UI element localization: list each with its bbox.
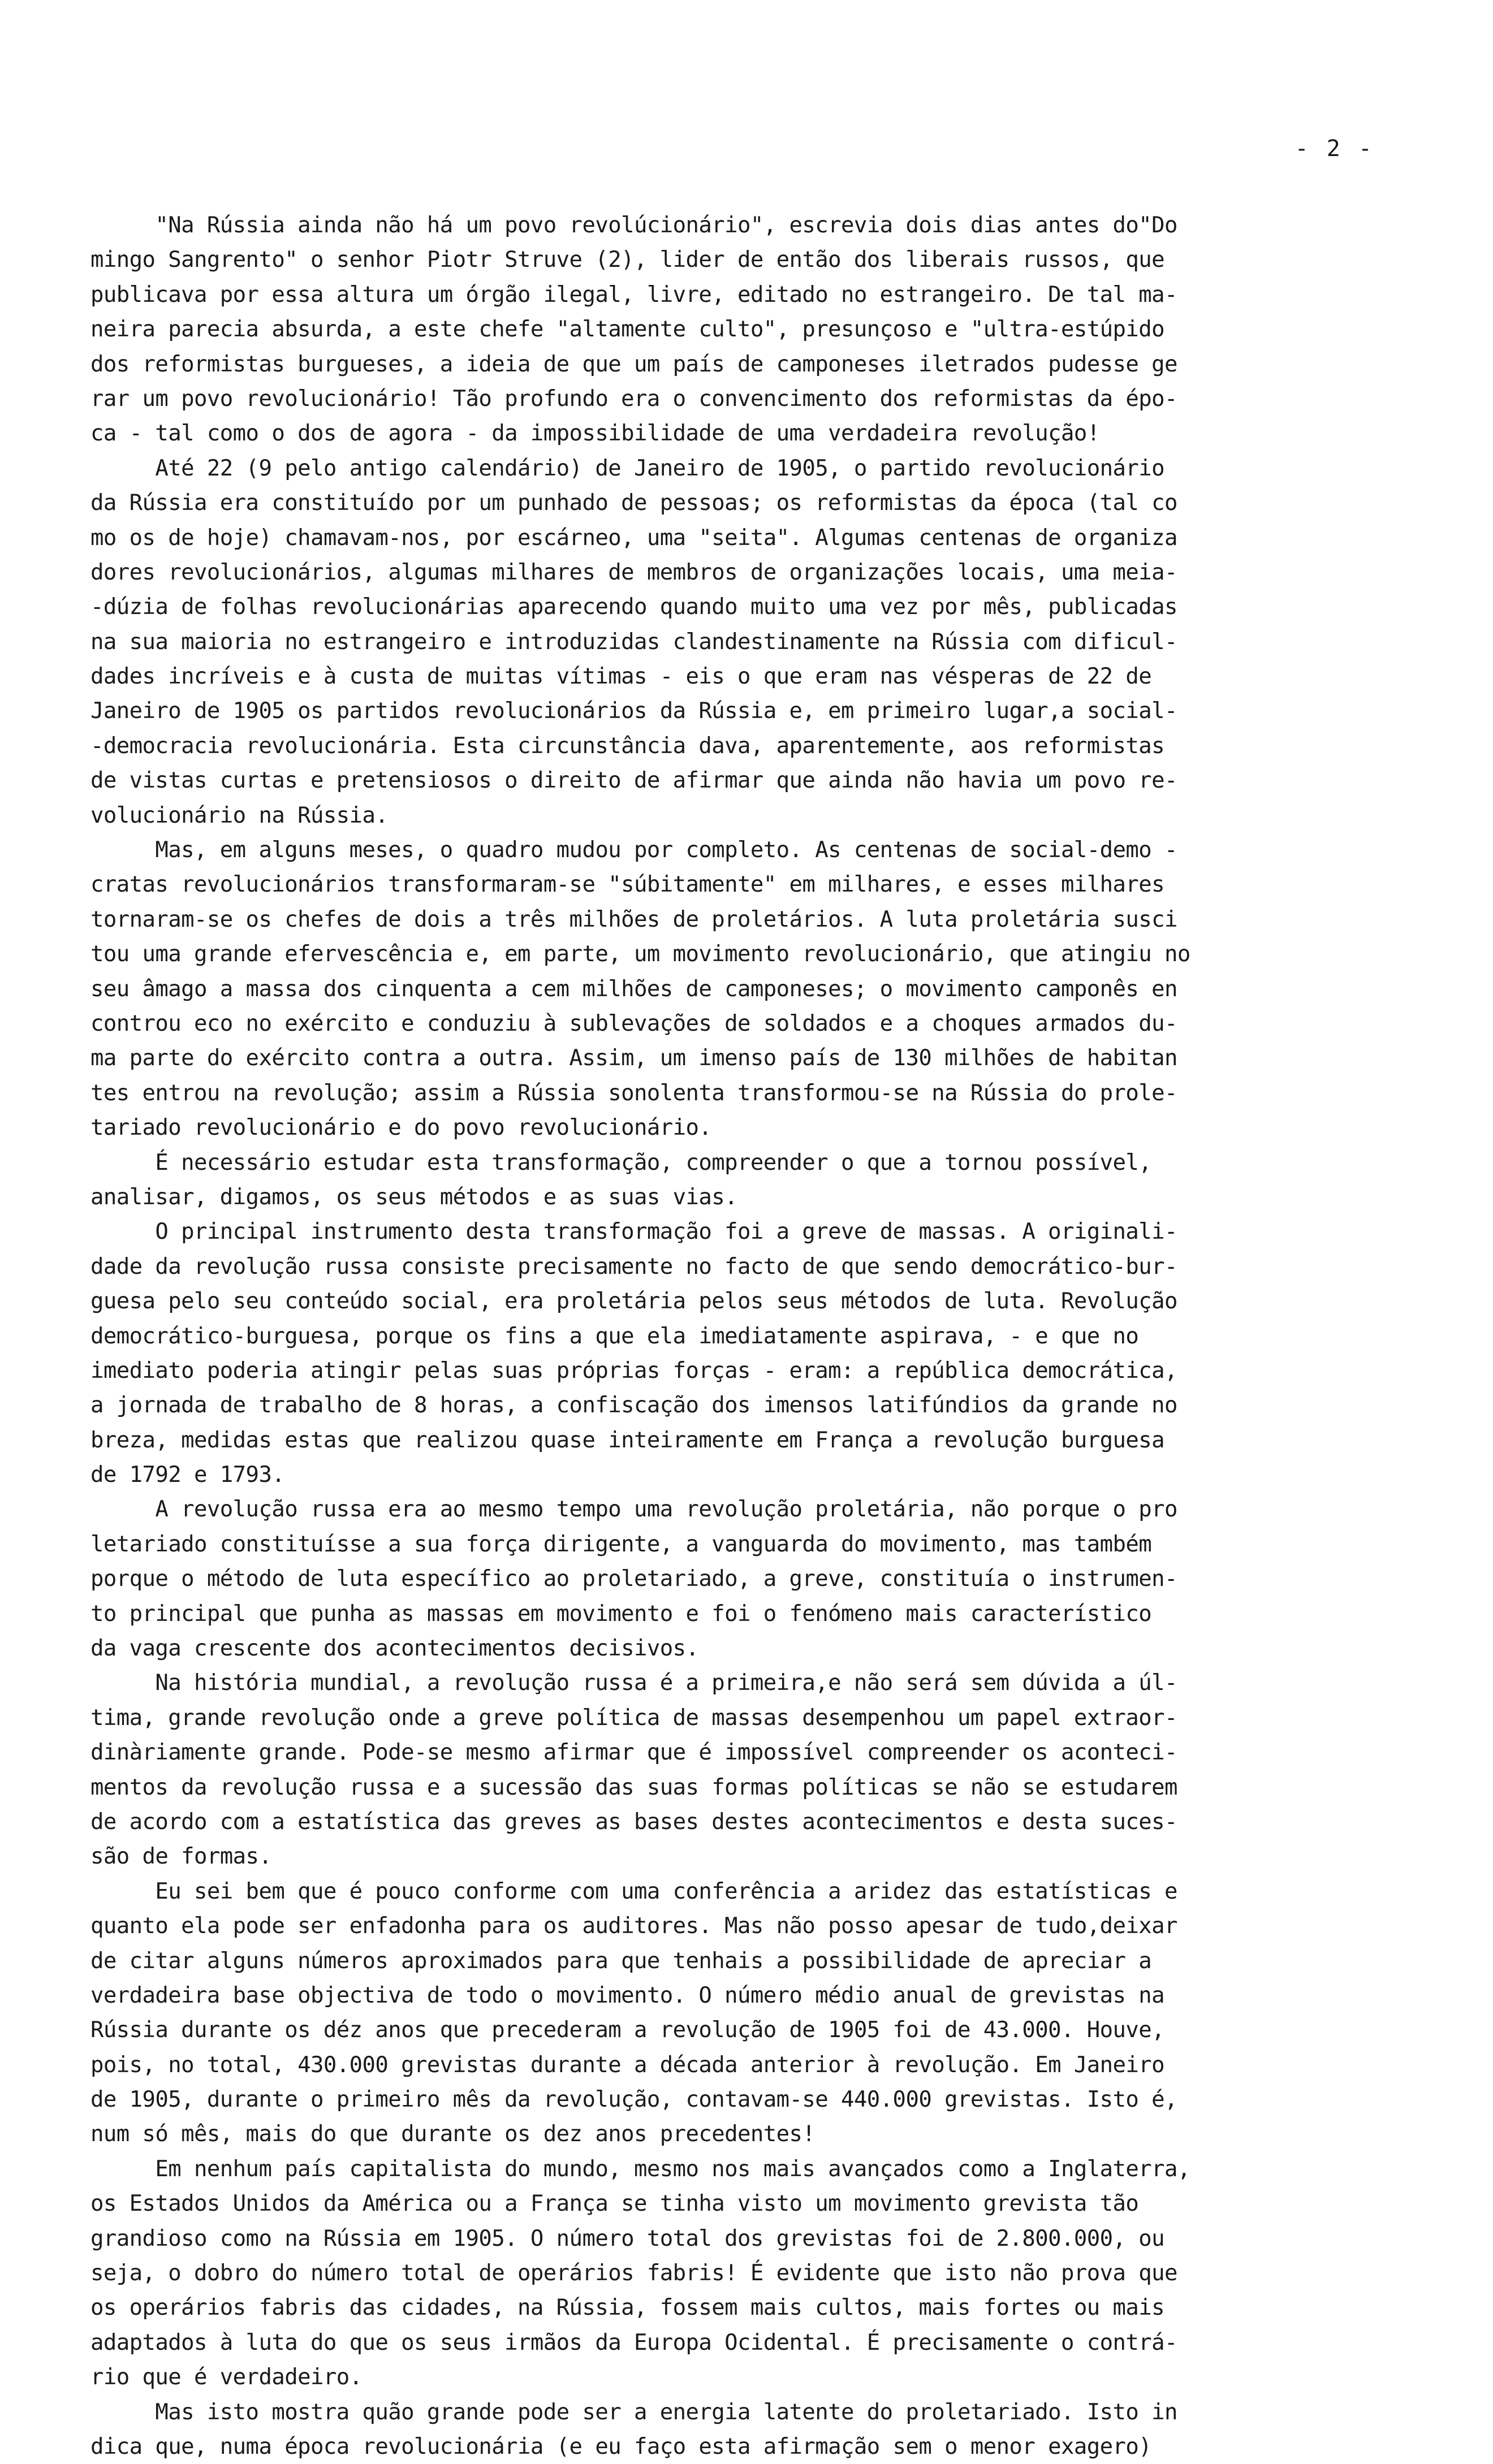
text-line: de acordo com a estatística das greves as bases destes acontecimentos e desta suces-: [90, 1809, 1177, 1835]
text-line: rio que é verdadeiro.: [90, 2364, 363, 2390]
text-line: analisar, digamos, os seus métodos e as suas vias.: [90, 1184, 737, 1210]
text-line: adaptados à luta do que os seus irmãos da Europa Ocidental. É precisamente o contrá-: [90, 2329, 1177, 2355]
text-line: Até 22 (9 pelo antigo calendário) de Janeiro de 1905, o partido revolucionário: [90, 455, 1165, 481]
text-line: tou uma grande efervescência e, em parte, um movimento revolucionário, que atingiu no: [90, 941, 1190, 967]
text-line: publicava por essa altura um órgão ilegal, livre, editado no estrangeiro. De tal ma-: [90, 282, 1177, 308]
text-line: de 1792 e 1793.: [90, 1462, 285, 1488]
text-line: tornaram-se os chefes de dois a três milhões de proletários. A luta proletária susci: [90, 906, 1177, 932]
text-line: porque o método de luta específico ao proletariado, a greve, constituía o instrumen-: [90, 1566, 1177, 1592]
text-line: guesa pelo seu conteúdo social, era proletária pelos seus métodos de luta. Revolução: [90, 1289, 1177, 1315]
body-text: [90, 208, 1352, 2464]
text-line: controu eco no exército e conduziu à sublevações de soldados e a choques armados du-: [90, 1010, 1177, 1036]
text-line: verdadeira base objectiva de todo o movimento. O número médio anual de grevistas na: [90, 1982, 1165, 2008]
text-line: -dúzia de folhas revolucionárias aparecendo quando muito uma vez por mês, publicadas: [90, 594, 1177, 620]
text-line: Na história mundial, a revolução russa é a primeira,e não será sem dúvida a úl-: [90, 1670, 1177, 1696]
text-line: grandioso como na Rússia em 1905. O número total dos grevistas foi de 2.800.000, ou: [90, 2225, 1165, 2251]
text-line: breza, medidas estas que realizou quase inteiramente em França a revolução burguesa: [90, 1427, 1165, 1453]
text-line: dades incríveis e à custa de muitas vítimas - eis o que eram nas vésperas de 22 de: [90, 664, 1152, 690]
text-line: seja, o dobro do número total de operários fabris! É evidente que isto não prova que: [90, 2260, 1177, 2286]
text-line: dores revolucionários, algumas milhares de membros de organizações locais, uma meia-: [90, 559, 1177, 585]
text-line: mentos da revolução russa e a sucessão das suas formas políticas se não se estudarem: [90, 1774, 1177, 1800]
text-line: tariado revolucionário e do povo revolucionário.: [90, 1115, 712, 1141]
text-line: tes entrou na revolução; assim a Rússia sonolenta transformou-se na Rússia do prole-: [90, 1080, 1177, 1106]
text-line: pois, no total, 430.000 grevistas durante a década anterior à revolução. Em Janeiro: [90, 2052, 1165, 2078]
text-line: Mas, em alguns meses, o quadro mudou por completo. As centenas de social-demo -: [90, 837, 1177, 863]
text-line: Mas isto mostra quão grande pode ser a energia latente do proletariado. Isto in: [90, 2399, 1177, 2425]
text-line: mo os de hoje) chamavam-nos, por escárneo, uma "seita". Algumas centenas de organiza: [90, 525, 1177, 551]
text-line: são de formas.: [90, 1844, 272, 1870]
text-line: na sua maioria no estrangeiro e introduzidas clandestinamente na Rússia com dificul-: [90, 629, 1177, 655]
text-line: rar um povo revolucionário! Tão profundo era o convencimento dos reformistas da épo-: [90, 386, 1177, 412]
text-line: neira parecia absurda, a este chefe "altamente culto", presunçoso e "ultra-estúpido: [90, 317, 1165, 343]
text-line: dos reformistas burgueses, a ideia de que um país de camponeses iletrados pudesse ge: [90, 351, 1177, 377]
text-line: Janeiro de 1905 os partidos revolucionários da Rússia e, em primeiro lugar,a social-: [90, 698, 1177, 724]
text-line: a jornada de trabalho de 8 horas, a confiscação dos imensos latifúndios da grande no: [90, 1393, 1177, 1419]
text-line: Em nenhum país capitalista do mundo, mesmo nos mais avançados como a Inglaterra,: [90, 2156, 1190, 2182]
text-line: os Estados Unidos da América ou a França se tinha visto um movimento grevista tão: [90, 2191, 1139, 2217]
text-line: quanto ela pode ser enfadonha para os auditores. Mas não posso apesar de tudo,deixar: [90, 1913, 1177, 1939]
text-line: Eu sei bem que é pouco conforme com uma conferência a aridez das estatísticas e: [90, 1878, 1177, 1904]
text-line: A revolução russa era ao mesmo tempo uma revolução proletária, não porque o pro: [90, 1497, 1177, 1523]
text-line: O principal instrumento desta transformação foi a greve de massas. A originali-: [90, 1219, 1177, 1245]
text-line: num só mês, mais do que durante os dez anos precedentes!: [90, 2121, 815, 2147]
text-line: tima, grande revolução onde a greve política de massas desempenhou um papel extraor-: [90, 1705, 1177, 1731]
text-line: dica que, numa época revolucionária (e eu faço esta afirmação sem o menor exagero): [90, 2434, 1152, 2459]
page-number: - 2 -: [1294, 136, 1374, 162]
text-line: os operários fabris das cidades, na Rússia, fossem mais cultos, mais fortes ou mais: [90, 2295, 1165, 2321]
text-line: dinàriamente grande. Pode-se mesmo afirmar que é impossível compreender os aconteci-: [90, 1740, 1177, 1766]
text-line: Rússia durante os déz anos que precederam a revolução de 1905 foi de 43.000. Houve,: [90, 2017, 1165, 2043]
text-line: letariado constituísse a sua força dirigente, a vanguarda do movimento, mas também: [90, 1531, 1152, 1557]
text-line: da vaga crescente dos acontecimentos decisivos.: [90, 1636, 699, 1662]
text-line: ma parte do exército contra a outra. Assim, um imenso país de 130 milhões de habitan: [90, 1045, 1177, 1071]
text-line: ca - tal como o dos de agora - da impossibilidade de uma verdadeira revolução!: [90, 421, 1100, 447]
text-line: de citar alguns números aproximados para que tenhais a possibilidade de apreciar a: [90, 1948, 1152, 1974]
text-line: mingo Sangrento" o senhor Piotr Struve (2), lider de então dos liberais russos, que: [90, 247, 1165, 273]
text-line: da Rússia era constituído por um punhado de pessoas; os reformistas da época (tal co: [90, 490, 1177, 516]
text-line: democrático-burguesa, porque os fins a que ela imediatamente aspirava, - e que no: [90, 1323, 1139, 1349]
text-line: volucionário na Rússia.: [90, 802, 389, 828]
text-line: imediato poderia atingir pelas suas próprias forças - eram: a república democrática,: [90, 1358, 1177, 1384]
text-line: to principal que punha as massas em movimento e foi o fenómeno mais característico: [90, 1601, 1152, 1627]
text-line: -democracia revolucionária. Esta circunstância dava, aparentemente, aos reformistas: [90, 733, 1165, 759]
text-line: É necessário estudar esta transformação, compreender o que a tornou possível,: [90, 1149, 1152, 1175]
text-line: seu âmago a massa dos cinquenta a cem milhões de camponeses; o movimento camponês en: [90, 976, 1177, 1002]
text-line: de vistas curtas e pretensiosos o direito de afirmar que ainda não havia um povo re-: [90, 768, 1177, 794]
text-line: "Na Rússia ainda não há um povo revolúcionário", escrevia dois dias antes do"Do: [90, 213, 1177, 238]
text-line: dade da revolução russa consiste precisamente no facto de que sendo democrático-bur-: [90, 1253, 1177, 1279]
text-line: de 1905, durante o primeiro mês da revolução, contavam-se 440.000 grevistas. Isto é,: [90, 2087, 1177, 2113]
text-line: cratas revolucionários transformaram-se "súbitamente" em milhares, e esses milhares: [90, 872, 1165, 898]
